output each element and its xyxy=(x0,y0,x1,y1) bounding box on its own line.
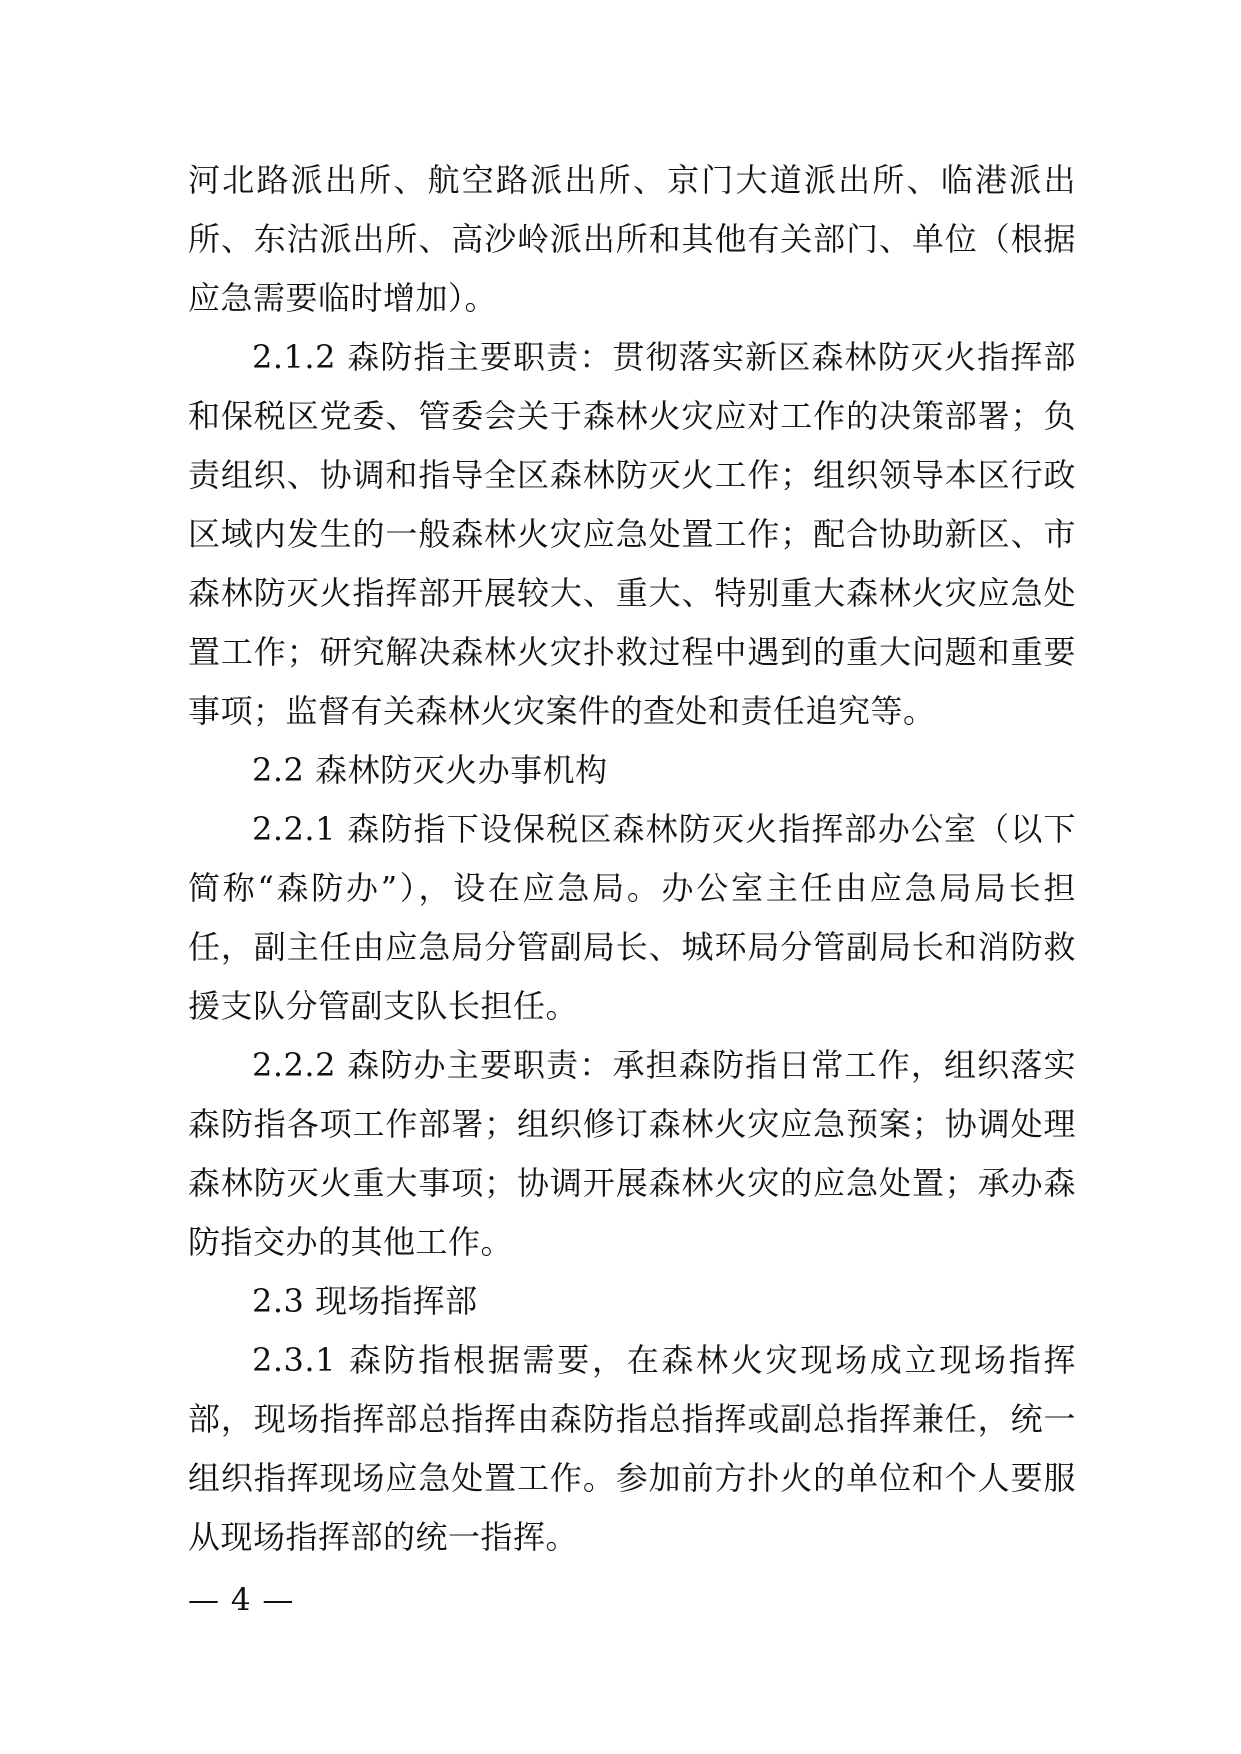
section-heading-2-2: 2.2 森林防灭火办事机构 xyxy=(252,751,608,789)
paragraph-2-1-2-duties: 2.1.2 森防指主要职责：贯彻落实新区森林防灭火指挥部和保税区党委、管委会关于森林火灾应对工作的决策部署；负责组织、协调和指导全区森林防灭火工作；组织领导本区行政区域内发生的一般森林火灾应急处置工作；配合协助新区、市森林防灭火指挥部开展较大、重大、特别重大森林火灾应急处置工作；研究解决森林火灾扑救过程中遇到的重大问题和重要事项；监督有关森林火灾案件的查处和责任追究等。 xyxy=(188,338,1076,730)
paragraph-continuation: 河北路派出所、航空路派出所、京门大道派出所、临港派出所、东沽派出所、高沙岭派出所和其他有关部门、单位（根据应急需要临时增加）。 xyxy=(188,161,1076,317)
section-heading-2-3: 2.3 现场指挥部 xyxy=(252,1282,478,1320)
document-body xyxy=(188,151,1076,1567)
page-number: — 4 — xyxy=(188,1582,295,1618)
paragraph-2-3-1-field-command: 2.3.1 森防指根据需要，在森林火灾现场成立现场指挥部，现场指挥部总指挥由森防指总指挥或副总指挥兼任，统一组织指挥现场应急处置工作。参加前方扑火的单位和个人要服从现场指挥部的统一指挥。 xyxy=(188,1341,1076,1556)
paragraph-2-2-2-office-duties: 2.2.2 森防办主要职责：承担森防指日常工作，组织落实森防指各项工作部署；组织修订森林火灾应急预案；协调处理森林防灭火重大事项；协调开展森林火灾的应急处置；承办森防指交办的其他工作。 xyxy=(188,1046,1076,1261)
paragraph-2-2-1-office: 2.2.1 森防指下设保税区森林防灭火指挥部办公室（以下简称“森防办”），设在应急局。办公室主任由应急局局长担任，副主任由应急局分管副局长、城环局分管副局长和消防救援支队分管副支队长担任。 xyxy=(188,810,1076,1025)
